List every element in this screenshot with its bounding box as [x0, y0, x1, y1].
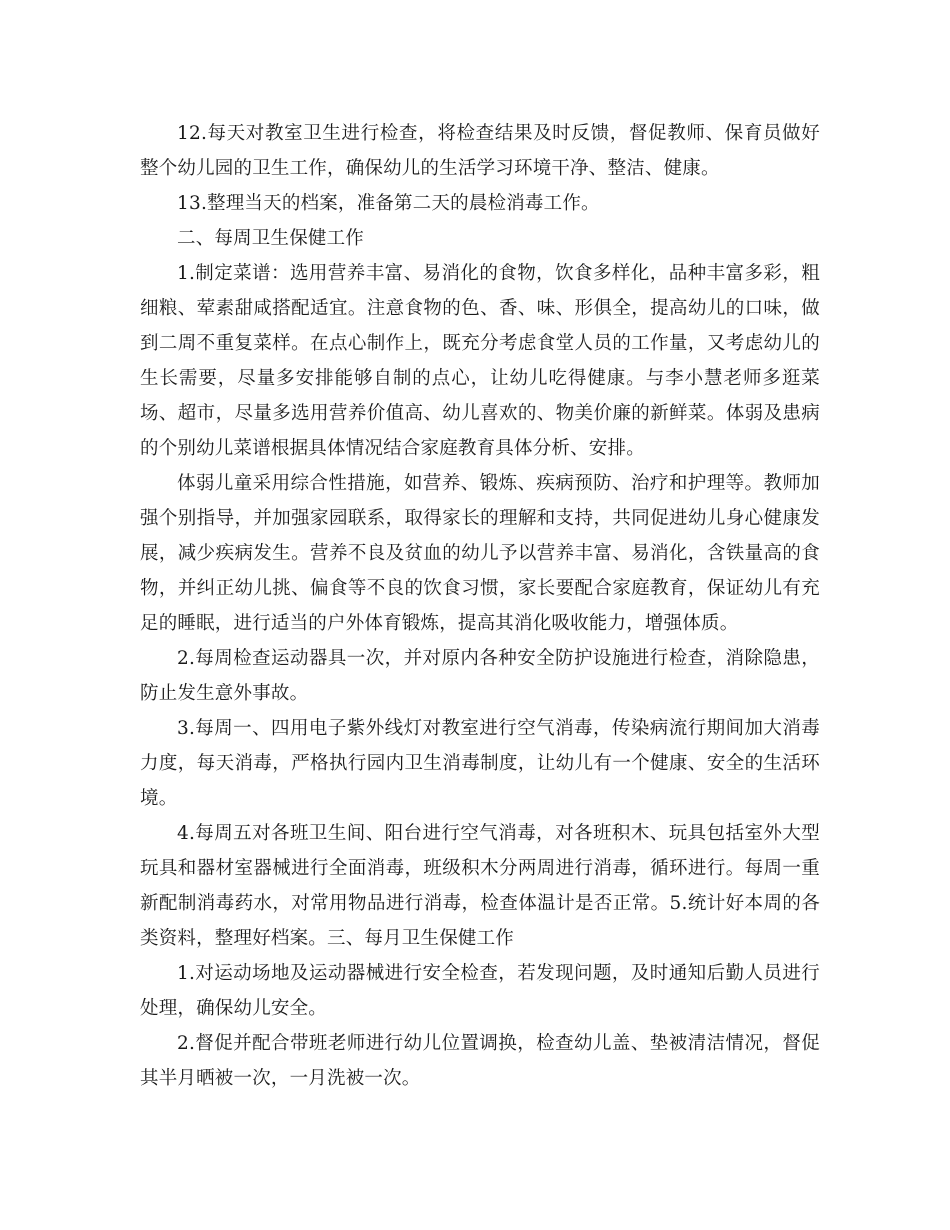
paragraph-monthly-2: 2.督促并配合带班老师进行幼儿位置调换，检查幼儿盖、垫被清洁情况，督促其半月晒被一次，一月洗被一次。 [140, 1033, 820, 1089]
paragraph-weekly-1: 1.制定菜谱：选用营养丰富、易消化的食物，饮食多样化，品种丰富多彩，粗细粮、荤素甜咸搭配适宜。注意食物的色、香、味、形俱全，提高幼儿的口味，做到二周不重复菜样。在点心制作上，既充分考虑食堂人员的工作量，又考虑幼儿的生长需要，尽量多安排能够自制的点心，让幼儿吃得健康。与李小慧老师多逛菜场、超市，尽量多选用营养价值高、幼儿喜欢的、物美价廉的新鲜菜。体弱及患病的个别幼儿菜谱根据具体情况结合家庭教育具体分析、安排。 [140, 263, 820, 459]
paragraph-weekly-4: 4.每周五对各班卫生间、阳台进行空气消毒，对各班积木、玩具包括室外大型玩具和器材室器械进行全面消毒，班级积木分两周进行消毒，循环进行。每周一重新配制消毒药水，对常用物品进行消毒，检查体温计是否正常。5.统计好本周的各类资料，整理好档案。三、每月卫生保健工作 [140, 823, 820, 949]
paragraph-item-13: 13.整理当天的档案，准备第二天的晨检消毒工作。 [177, 193, 600, 214]
paragraph-item-12: 12.每天对教室卫生进行检查，将检查结果及时反馈，督促教师、保育员做好整个幼儿园的卫生工作，确保幼儿的生活学习环境干净、整洁、健康。 [140, 123, 820, 179]
paragraph-weak-children: 体弱儿童采用综合性措施，如营养、锻炼、疾病预防、治疗和护理等。教师加强个别指导，并加强家园联系，取得家长的理解和支持，共同促进幼儿身心健康发展，减少疾病发生。营养不良及贫血的幼儿予以营养丰富、易消化，含铁量高的食物，并纠正幼儿挑、偏食等不良的饮食习惯，家长要配合家庭教育，保证幼儿有充足的睡眠，进行适当的户外体育锻炼，提高其消化吸收能力，增强体质。 [140, 473, 820, 634]
paragraph-monthly-1: 1.对运动场地及运动器械进行安全检查，若发现问题，及时通知后勤人员进行处理，确保幼儿安全。 [140, 963, 820, 1019]
paragraph-weekly-3: 3.每周一、四用电子紫外线灯对教室进行空气消毒，传染病流行期间加大消毒力度，每天消毒，严格执行园内卫生消毒制度，让幼儿有一个健康、安全的生活环境。 [140, 718, 820, 809]
paragraph-weekly-2: 2.每周检查运动器具一次，并对原内各种安全防护设施进行检查，消除隐患，防止发生意外事故。 [140, 648, 820, 704]
document-body [140, 116, 820, 1096]
section-heading-weekly: 二、每周卫生保健工作 [177, 228, 365, 249]
